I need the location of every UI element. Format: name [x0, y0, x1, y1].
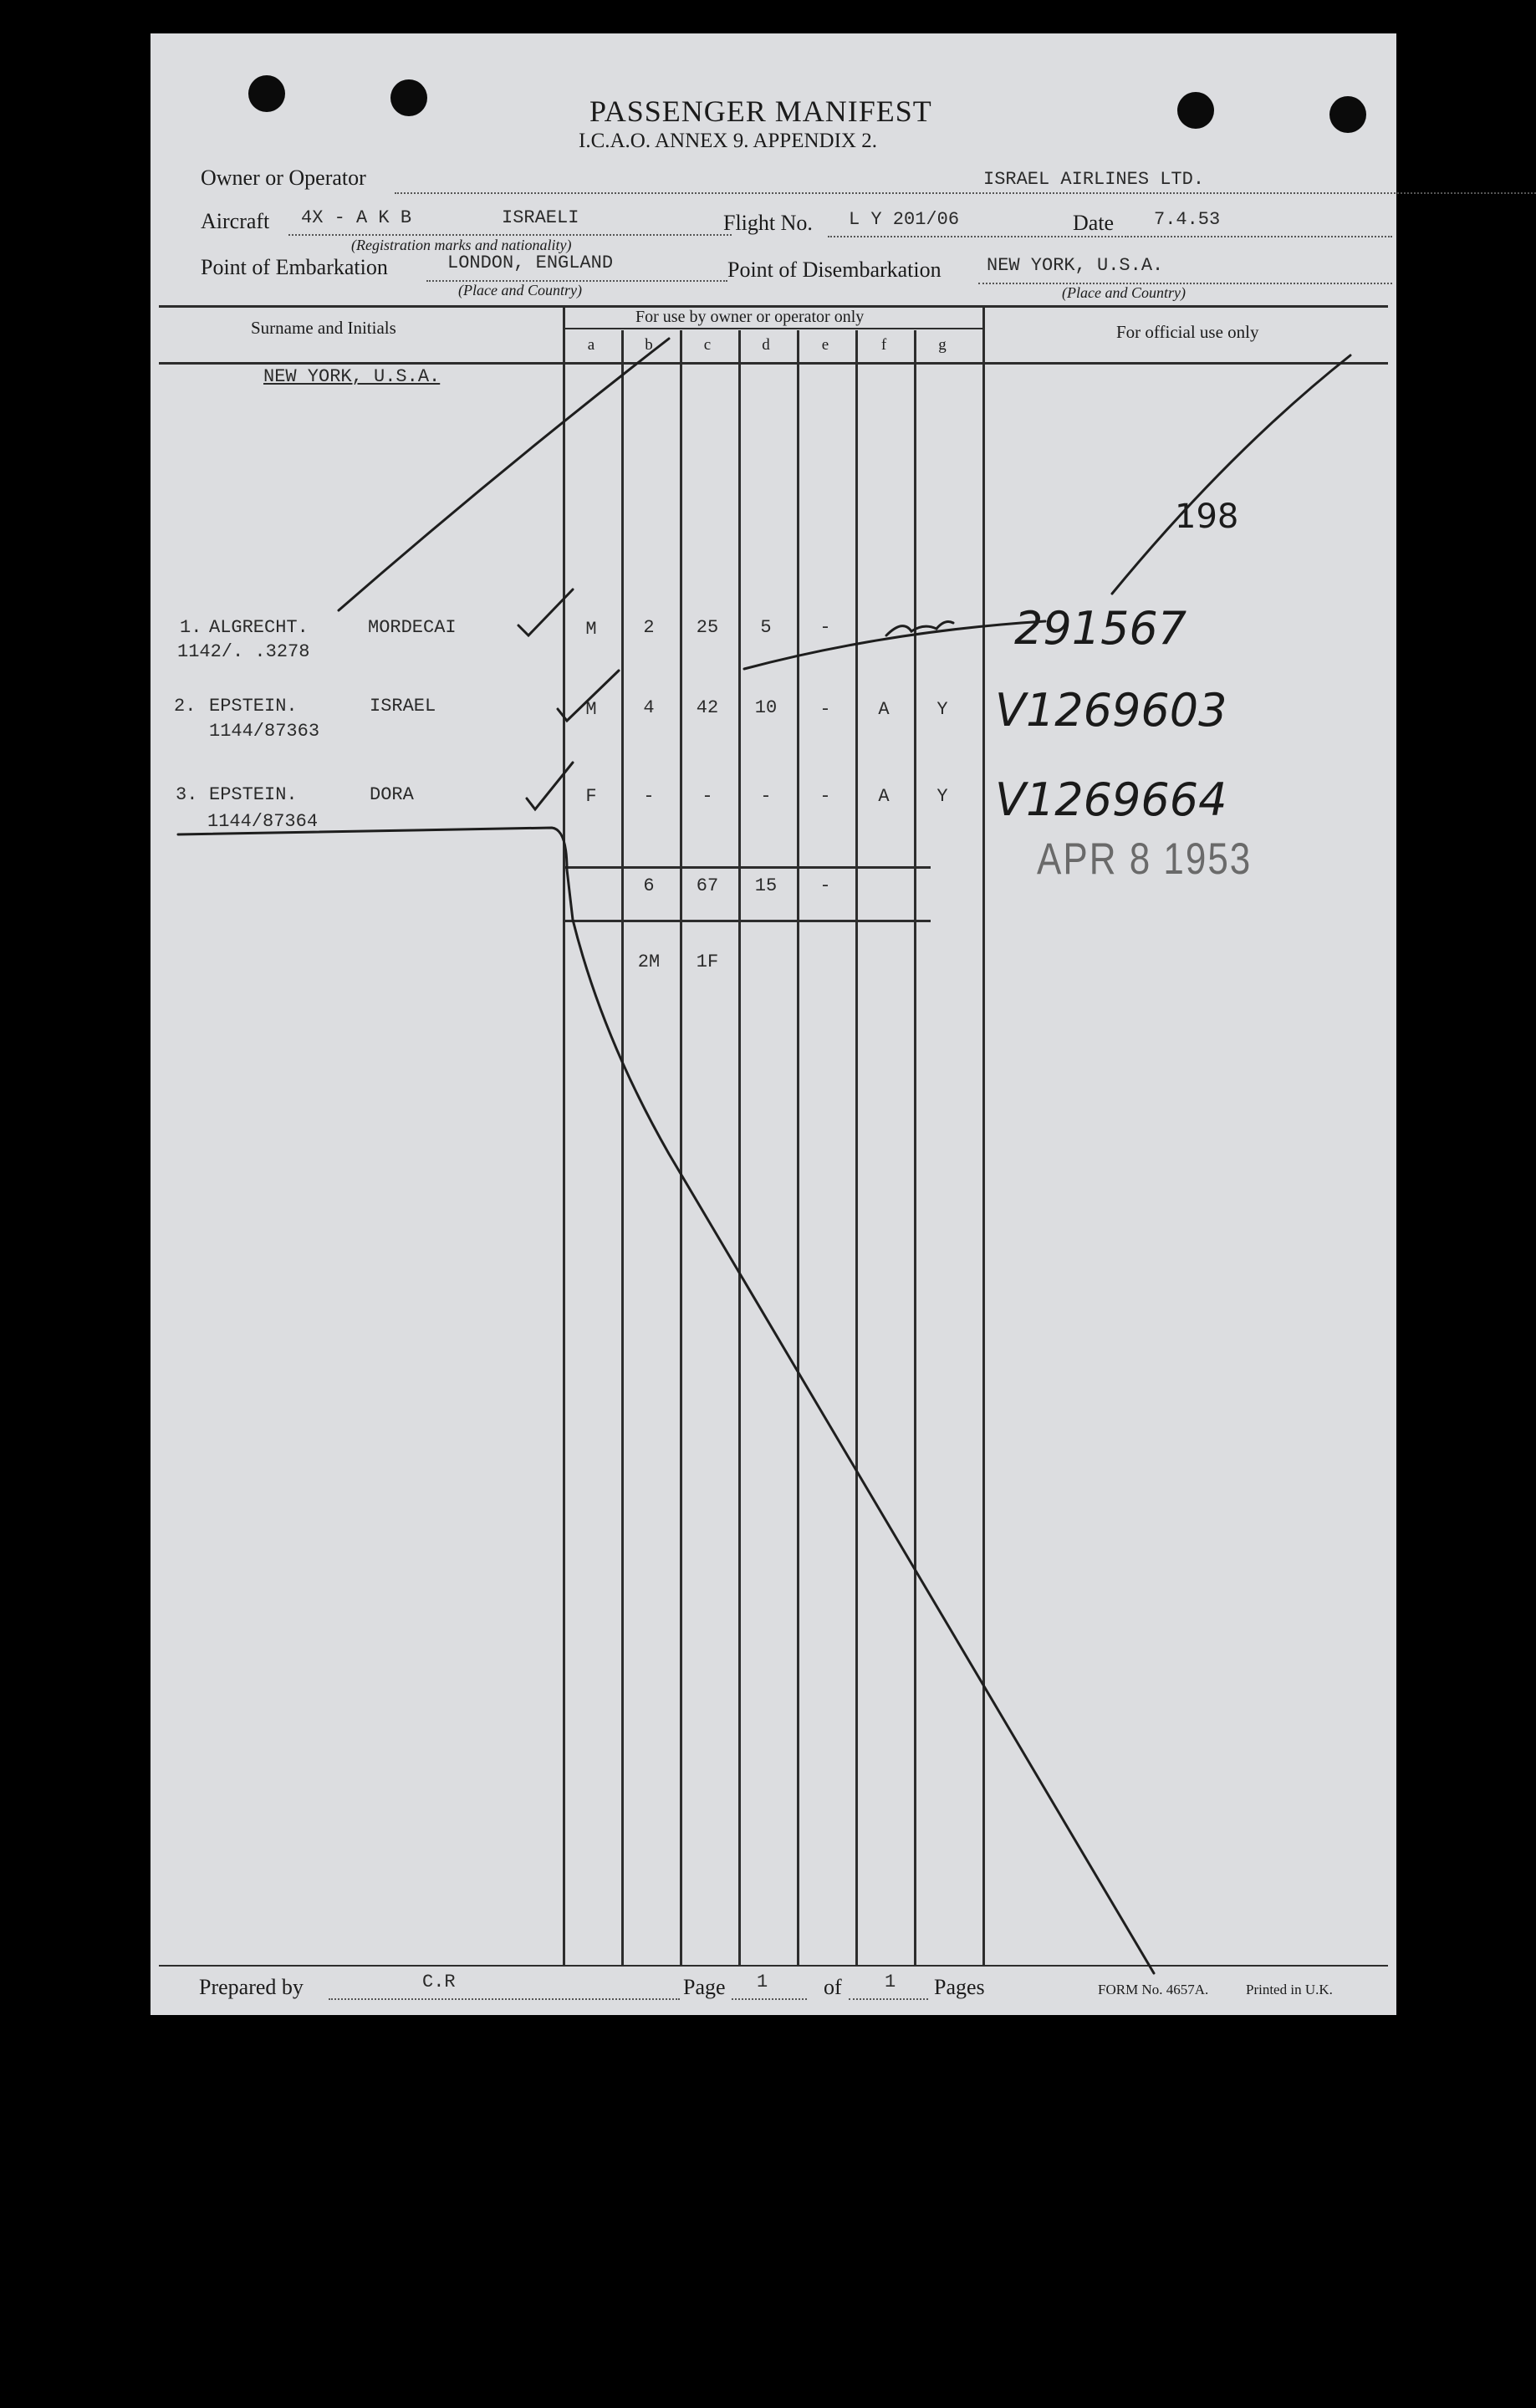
- passenger-col-b: 4: [643, 697, 655, 718]
- passenger-surname: EPSTEIN.: [209, 696, 298, 717]
- column-header-g: g: [938, 336, 947, 354]
- check-mark-icon: [527, 763, 573, 809]
- official-use-header: For official use only: [1116, 322, 1259, 342]
- passenger-col-c: 25: [696, 617, 719, 638]
- page-label: Page: [683, 1975, 726, 1999]
- aircraft-registration: 4X - A K B: [301, 207, 412, 228]
- passenger-col-d: 10: [754, 697, 778, 718]
- column-header-e: e: [821, 336, 829, 354]
- flight-no-value: L Y 201/06: [849, 209, 960, 230]
- passenger-col-e: -: [819, 786, 831, 807]
- of-label: of: [824, 1975, 842, 1999]
- handwritten-count: 198: [1175, 497, 1239, 536]
- passenger-col-g: Y: [936, 786, 948, 807]
- passenger-reference: 1144/87363: [209, 721, 320, 742]
- total-col-c: 67: [696, 875, 719, 896]
- printed-in-uk: Printed in U.K.: [1246, 1982, 1333, 1997]
- prepared-by-value: C.R: [422, 1972, 456, 1992]
- column-header-d: d: [762, 336, 770, 354]
- passenger-given-name: MORDECAI: [368, 617, 457, 638]
- passenger-official-number: V1269603: [995, 684, 1227, 737]
- passenger-sex: M: [585, 699, 597, 720]
- embarkation-label: Point of Embarkation: [201, 255, 388, 279]
- disembarkation-place-note: (Place and Country): [1062, 284, 1186, 301]
- manifest-sheet: [151, 33, 1396, 2015]
- registration-note: (Registration marks and nationality): [351, 237, 572, 253]
- form-number: FORM No. 4657A.: [1098, 1982, 1209, 1997]
- total-pages: 1: [885, 1972, 896, 1992]
- passenger-number: 3.: [176, 784, 198, 805]
- cancel-diagonal-stroke: [339, 339, 669, 610]
- passenger-official-number: V1269664: [995, 773, 1227, 826]
- column-header-f: f: [880, 336, 887, 354]
- passenger-sex: M: [585, 619, 597, 640]
- aircraft-nationality: ISRAELI: [502, 207, 579, 228]
- pages-label: Pages: [934, 1975, 985, 1999]
- passenger-surname: ALGRECHT.: [209, 617, 309, 638]
- received-date-stamp: APR 8 1953: [1037, 834, 1253, 884]
- total-col-e: -: [819, 875, 831, 896]
- passenger-reference: 1144/87364: [207, 811, 319, 832]
- passenger-col-b: -: [643, 786, 655, 807]
- passenger-col-d: 5: [760, 617, 772, 638]
- passenger-given-name: DORA: [370, 784, 414, 805]
- embarkation-place-note: (Place and Country): [458, 282, 582, 298]
- handwritten-marks: [151, 33, 1396, 2015]
- operator-value: ISRAEL AIRLINES LTD.: [983, 169, 1205, 190]
- embarkation-value: LONDON, ENGLAND: [447, 253, 614, 273]
- column-header-c: c: [703, 336, 712, 354]
- total-col-d: 15: [754, 875, 778, 896]
- summary-males: 2M: [637, 951, 661, 972]
- check-mark-icon: [518, 589, 573, 635]
- aircraft-label: Aircraft: [201, 209, 270, 233]
- passenger-col-f: A: [878, 786, 890, 807]
- passenger-reference: 1142/. .3278: [177, 641, 310, 662]
- passenger-sex: F: [585, 786, 597, 807]
- passenger-col-d: -: [760, 786, 772, 807]
- flight-no-label: Flight No.: [723, 211, 813, 235]
- passenger-surname: EPSTEIN.: [209, 784, 298, 805]
- summary-females: 1F: [696, 951, 719, 972]
- closing-line-stroke: [178, 828, 1154, 1973]
- date-value: 7.4.53: [1154, 209, 1221, 230]
- prepared-by-label: Prepared by: [199, 1975, 304, 1999]
- disembarkation-value: NEW YORK, U.S.A.: [987, 255, 1164, 276]
- passenger-col-b: 2: [643, 617, 655, 638]
- column-header-a: a: [587, 336, 595, 354]
- check-mark-icon: [558, 671, 619, 721]
- passenger-official-number: 291567: [1014, 602, 1187, 655]
- page-number: 1: [757, 1972, 768, 1992]
- owner-use-header: For use by owner or operator only: [635, 308, 865, 326]
- form-title: PASSENGER MANIFEST: [589, 94, 932, 128]
- official-column-diagonal-stroke: [1112, 355, 1350, 594]
- surname-header: Surname and Initials: [251, 318, 396, 338]
- passenger-given-name: ISRAEL: [370, 696, 436, 717]
- column-header-b: b: [645, 336, 653, 354]
- passenger-col-c: 42: [696, 697, 719, 718]
- passenger-number: 1.: [180, 617, 202, 638]
- passenger-col-f: A: [878, 699, 890, 720]
- passenger-col-e: -: [819, 617, 831, 638]
- disembarkation-label: Point of Disembarkation: [727, 258, 942, 282]
- passenger-col-e: -: [819, 699, 831, 720]
- form-subtitle: I.C.A.O. ANNEX 9. APPENDIX 2.: [579, 130, 877, 152]
- owner-label: Owner or Operator: [201, 166, 366, 190]
- passenger-col-g: Y: [936, 699, 948, 720]
- destination-heading: NEW YORK, U.S.A.: [263, 366, 441, 387]
- total-col-b: 6: [643, 875, 655, 896]
- date-label: Date: [1073, 211, 1115, 235]
- passenger-number: 2.: [174, 696, 196, 717]
- passenger-col-c: -: [702, 786, 713, 807]
